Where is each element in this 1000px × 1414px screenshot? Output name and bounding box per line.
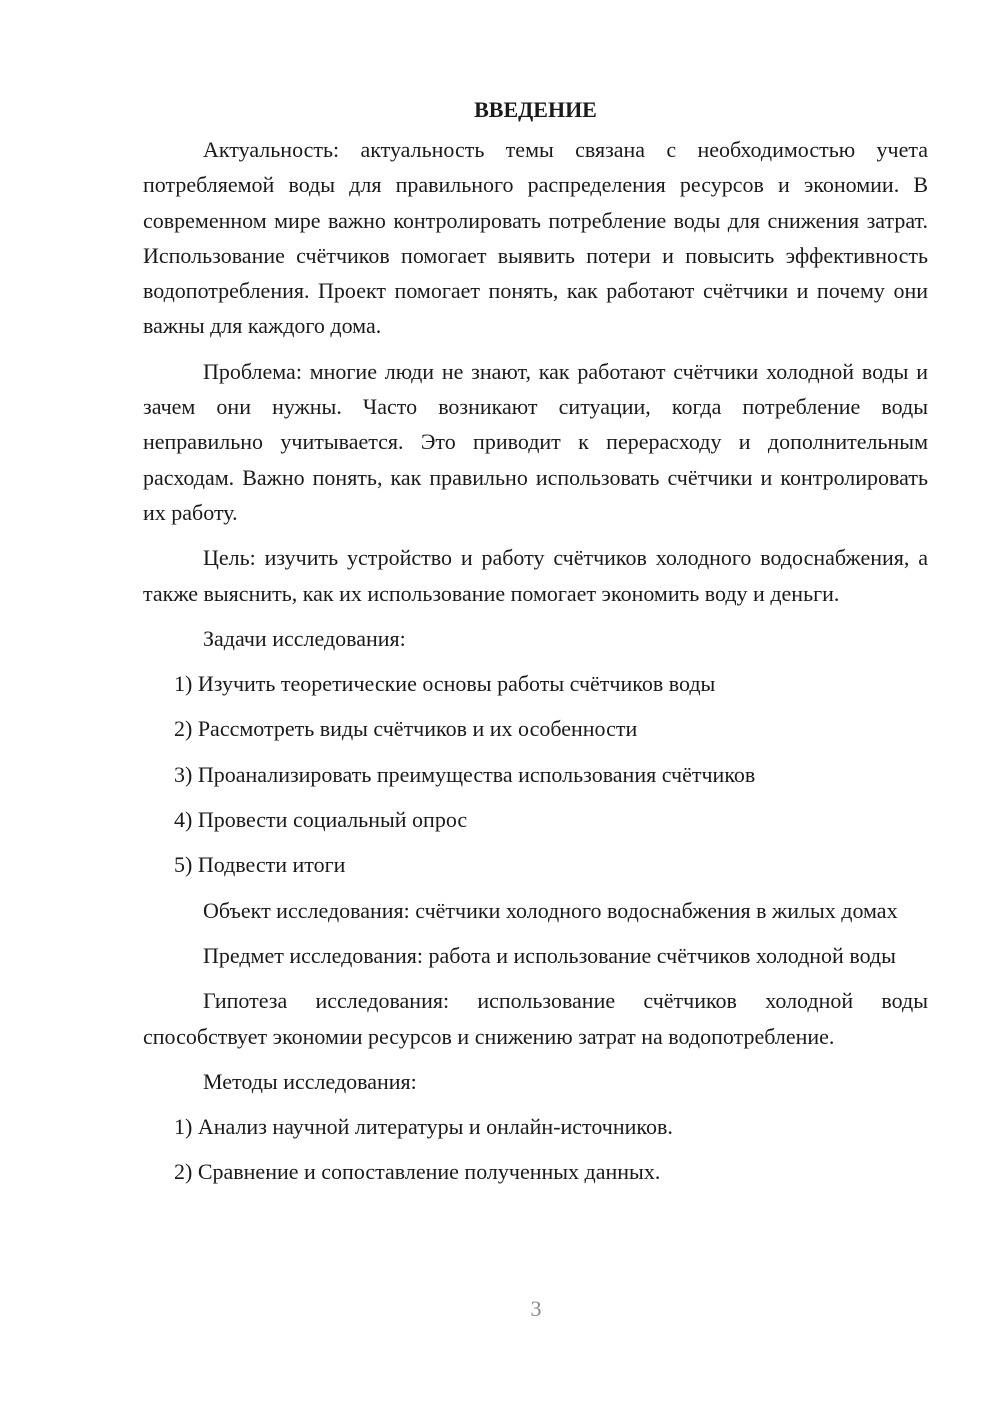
- tasks-heading: Задачи исследования:: [203, 625, 406, 651]
- relevance-paragraph: Актуальность: актуальность темы связана с необходимостью учета потребляемой воды для правильного распределения ресурсов и экономии. В современном мире важно контролировать потребление воды для снижения затрат. Использование счётчиков помогает выявить потери и повысить эффективность водопотребления. Проект помогает понять, как работают счётчики и почему они важны для каждого дома.: [143, 137, 928, 339]
- list-item: 1) Изучить теоретические основы работы счётчиков воды: [174, 671, 716, 697]
- list-item: 1) Анализ научной литературы и онлайн-источников.: [174, 1114, 673, 1140]
- list-item: 5) Подвести итоги: [174, 852, 346, 878]
- tasks-list: [143, 666, 928, 882]
- list-item: 3) Проанализировать преимущества использования счётчиков: [174, 761, 756, 787]
- document-title: ВВЕДЕНИЕ: [474, 97, 597, 122]
- object-paragraph: Объект исследования: счётчики холодного водоснабжения в жилых домах: [203, 897, 898, 923]
- list-item: 2) Рассмотреть виды счётчиков и их особенности: [174, 716, 638, 742]
- methods-heading: Методы исследования:: [203, 1068, 417, 1094]
- page-number: 3: [530, 1296, 542, 1321]
- list-item: 2) Сравнение и сопоставление полученных данных.: [174, 1159, 661, 1185]
- methods-list: [143, 1109, 928, 1190]
- list-item: 4) Провести социальный опрос: [174, 807, 468, 833]
- hypothesis-paragraph: Гипотеза исследования: использование счётчиков холодной воды способствует экономии ресурсов и снижению затрат на водопотребление.: [143, 988, 928, 1049]
- subject-paragraph: Предмет исследования: работа и использование счётчиков холодной воды: [203, 942, 896, 968]
- goal-paragraph: Цель: изучить устройство и работу счётчиков холодного водоснабжения, а также выяснить, как их использование помогает экономить воду и деньги.: [143, 545, 928, 606]
- document-page: [143, 92, 928, 1200]
- problem-paragraph: Проблема: многие люди не знают, как работают счётчики холодной воды и зачем они нужны. Часто возникают ситуации, когда потребление воды неправильно учитывается. Это приводит к перерасходу и дополнительным расходам. Важно понять, как правильно использовать счётчики и контролировать их работу.: [143, 358, 928, 525]
